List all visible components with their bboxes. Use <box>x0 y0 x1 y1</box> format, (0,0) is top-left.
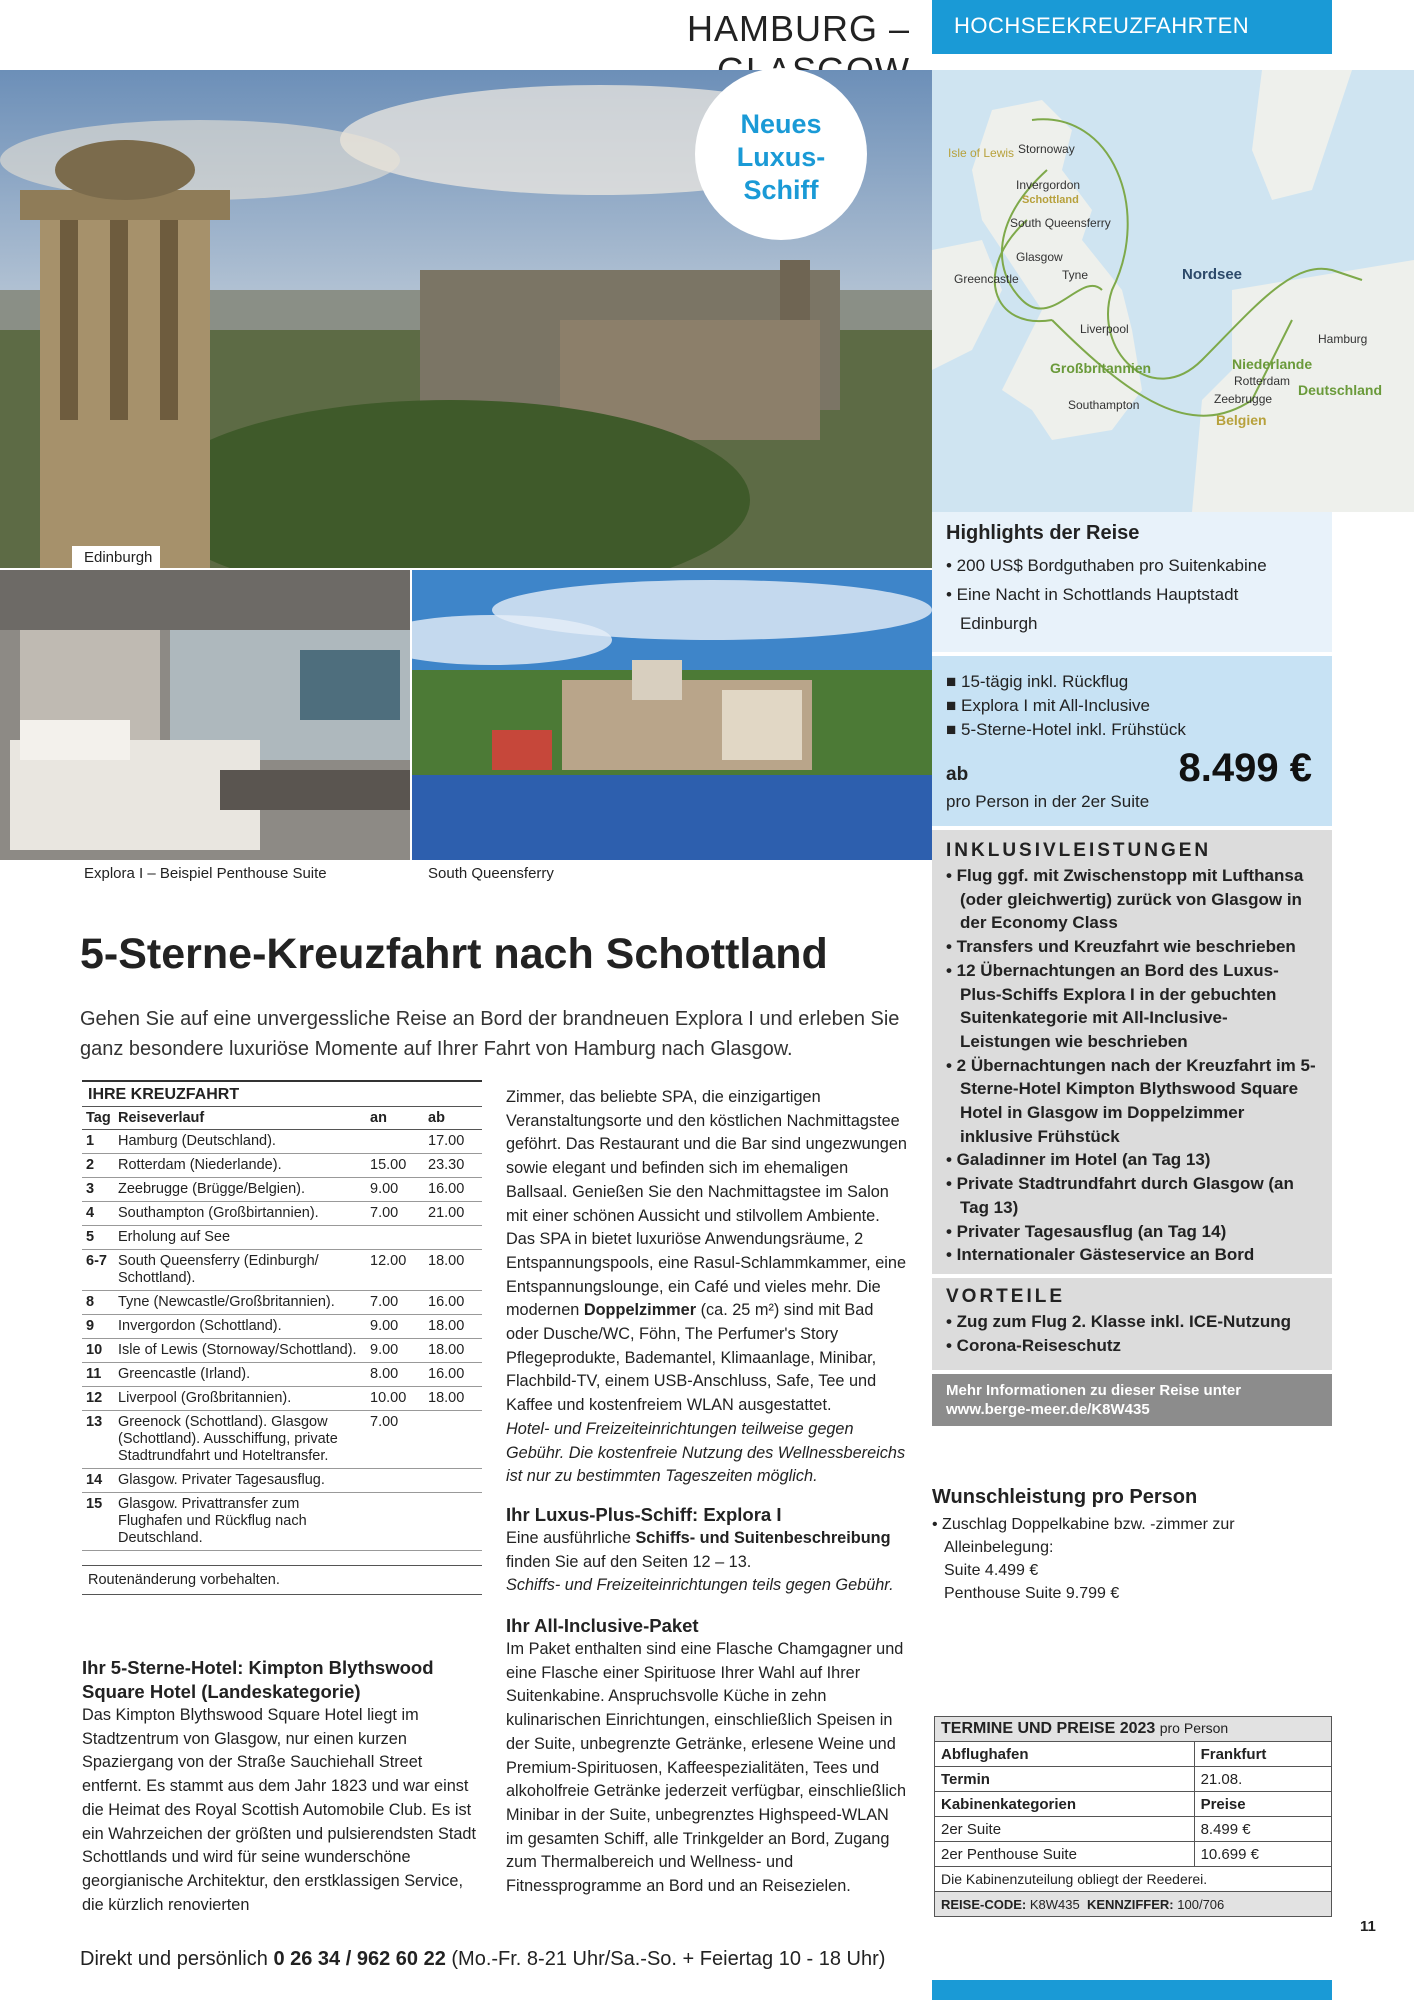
more-info-text: Mehr Informationen zu dieser Reise unter <box>946 1382 1242 1399</box>
contact-phone[interactable]: 0 26 34 / 962 60 22 <box>273 1948 446 1970</box>
table-cell: 10.699 € <box>1194 1842 1331 1867</box>
optional-services-title: Wunschleistung pro Person <box>932 1486 1198 1508</box>
suite-caption: Explora I – Beispiel Penthouse Suite <box>72 862 335 885</box>
queensferry-caption: South Queensferry <box>416 862 562 885</box>
itinerary-departure: 16.00 <box>424 1178 482 1202</box>
ship-text-b: finden Sie auf den Seiten 12 – 13. <box>506 1552 752 1571</box>
hotel-text: Das Kimpton Blythswood Square Hotel liegt im Stadtzentrum von Glasgow, nur einen kurzen Spaziergang von der Straße Sauchiehall Street entfernt. Es stammt aus dem Jahr 1823 und war einst die Heimat des Royal Scottish Automobile Club. Es ist ein Wahrzeichen der größten und pulsierendsten Stadt Schottlands und wird für seine wunderschöne georgianische Architektur, den erstklassigen Service, die kürzlich renovierten <box>82 1706 477 1914</box>
itinerary-stop: Liverpool (Großbritannien). <box>114 1387 366 1411</box>
highlights-title: Highlights der Reise <box>946 522 1140 544</box>
map-label-schottland: Schottland <box>1022 194 1079 206</box>
table-cell: Kabinenkategorien <box>935 1792 1195 1817</box>
benefit-item: • Corona-Reiseschutz <box>946 1335 1122 1355</box>
itinerary-row <box>82 1154 482 1178</box>
itinerary-arrival: 9.00 <box>366 1339 424 1363</box>
itinerary-stop: Glasgow. Privattransfer zum Flughafen und Rückflug nach Deutschland. <box>114 1493 366 1551</box>
kennziffer: 100/706 <box>1177 1896 1225 1912</box>
contact-hours: (Mo.-Fr. 8-21 Uhr/Sa.-So. + Feiertag 10 - 18 Uhr) <box>451 1948 886 1970</box>
map-label-nordsee: Nordsee <box>1182 266 1243 283</box>
map-label-hamburg: Hamburg <box>1318 332 1368 346</box>
itinerary-departure: 16.00 <box>424 1291 482 1315</box>
itinerary-row <box>82 1339 482 1363</box>
itinerary-departure <box>424 1411 482 1469</box>
itinerary-table <box>82 1106 482 1551</box>
inclusion-item: • Privater Tagesausflug (an Tag 14) <box>946 1221 1227 1241</box>
itinerary-departure <box>424 1226 482 1250</box>
itinerary-day: 4 <box>82 1202 114 1226</box>
inclusion-item: • Galadinner im Hotel (an Tag 13) <box>946 1150 1211 1170</box>
ship-text <box>506 1527 910 1574</box>
itinerary-stop: Glasgow. Privater Tagesausflug. <box>114 1469 366 1493</box>
map-label-southampton: Southampton <box>1068 398 1140 412</box>
itinerary-day: 14 <box>82 1469 114 1493</box>
itinerary-arrival: 9.00 <box>366 1315 424 1339</box>
itinerary-header: ab <box>424 1107 482 1130</box>
itinerary-stop: Tyne (Newcastle/Großbritannien). <box>114 1291 366 1315</box>
highlights-box <box>932 512 1332 652</box>
category-bar: HOCHSEEKREUZFAHRTEN <box>932 0 1332 54</box>
itinerary-arrival <box>366 1469 424 1493</box>
inclusion-item: • Internationaler Gästeservice an Bord <box>946 1245 1255 1265</box>
itinerary-arrival: 8.00 <box>366 1363 424 1387</box>
page-title: 5-Sterne-Kreuzfahrt nach Schottland <box>80 930 828 978</box>
highlight-item: • 200 US$ Bordguthaben pro Suitenkabine <box>946 556 1267 575</box>
itinerary-row <box>82 1493 482 1551</box>
table-cell: Preise <box>1194 1792 1331 1817</box>
map-label-invergordon: Invergordon <box>1016 178 1081 192</box>
itinerary-day: 1 <box>82 1130 114 1154</box>
itinerary-row <box>82 1178 482 1202</box>
itinerary-departure: 23.30 <box>424 1154 482 1178</box>
itinerary-arrival: 9.00 <box>366 1178 424 1202</box>
map-label-rotterdam: Rotterdam <box>1234 374 1291 388</box>
dates-prices-title <box>935 1717 1332 1742</box>
new-ship-badge <box>695 68 867 240</box>
badge-line-1: Neues Luxus- <box>736 109 826 172</box>
contact-footer <box>80 1948 885 1971</box>
route-title: HAMBURG – <box>686 8 910 49</box>
benefits-box <box>932 1278 1332 1370</box>
trip-codes <box>935 1892 1332 1917</box>
itinerary-departure: 18.00 <box>424 1250 482 1291</box>
price-feature: ■ 5-Sterne-Hotel inkl. Frühstück <box>946 720 1186 739</box>
table-cell: Abflughafen <box>935 1742 1195 1767</box>
itinerary-departure <box>424 1469 482 1493</box>
table-cell: 2er Penthouse Suite <box>935 1842 1195 1867</box>
edinburgh-caption: Edinburgh <box>72 546 160 569</box>
itinerary-departure: 21.00 <box>424 1202 482 1226</box>
itinerary-title: IHRE KREUZFAHRT <box>82 1080 482 1106</box>
hotel-description <box>506 1086 910 1418</box>
map-label-belgien: Belgien <box>1216 412 1267 428</box>
itinerary-departure: 16.00 <box>424 1363 482 1387</box>
itinerary-arrival: 7.00 <box>366 1202 424 1226</box>
map-label-greencastle: Greencastle <box>954 272 1019 286</box>
itinerary-day: 10 <box>82 1339 114 1363</box>
inclusion-item: • Transfers und Kreuzfahrt wie beschrieben <box>946 937 1296 957</box>
hotel-fee-note: Hotel- und Freizeiteinrichtungen teilweise gegen Gebühr. Die kostenfreie Nutzung des Wellnessbereichs ist nur zu bestimmten Tageszeiten möglich. <box>506 1419 906 1486</box>
itinerary-row <box>82 1411 482 1469</box>
intro-text: Gehen Sie auf eine unvergessliche Reise an Bord der brandneuen Explora I und erleben Sie ganz besondere luxuriöse Momente auf Ihrer Fahrt von Hamburg nach Glasgow. <box>80 1008 900 1060</box>
map-label-glasgow: Glasgow <box>1016 250 1063 264</box>
more-info-link[interactable]: www.berge-meer.de/K8W435 <box>946 1401 1150 1418</box>
optional-service-line: Penthouse Suite 9.799 € <box>944 1585 1120 1602</box>
inclusions-title: INKLUSIVLEISTUNGEN <box>946 840 1212 861</box>
inclusion-item: • Private Stadtrundfahrt durch Glasgow (an Tag 13) <box>946 1174 1294 1217</box>
queensferry-photo <box>412 570 932 860</box>
map-label-south-queensferry: South Queensferry <box>1010 216 1111 230</box>
map-label-deutschland: Deutschland <box>1298 382 1383 398</box>
itinerary <box>82 1080 482 1595</box>
bottom-accent-bar <box>932 1980 1332 2000</box>
price-value: 8.499 € <box>1178 746 1312 790</box>
itinerary-day: 9 <box>82 1315 114 1339</box>
itinerary-stop: Isle of Lewis (Stornoway/Schottland). <box>114 1339 366 1363</box>
badge-line-2: Schiff <box>743 175 819 205</box>
hotel-title: Ihr 5-Sterne-Hotel: Kimpton Blythswood Square Hotel (Landeskategorie) <box>82 1657 434 1702</box>
inclusions-box <box>932 830 1332 1274</box>
map-label-grossbritannien: Großbritannien <box>1050 360 1152 376</box>
itinerary-arrival: 12.00 <box>366 1250 424 1291</box>
itinerary-stop: Greencastle (Irland). <box>114 1363 366 1387</box>
optional-service-line: • Zuschlag Doppelkabine bzw. -zimmer zur <box>932 1516 1235 1533</box>
itinerary-arrival <box>366 1130 424 1154</box>
itinerary-header: an <box>366 1107 424 1130</box>
price-feature: ■ 15-tägig inkl. Rückflug <box>946 672 1129 691</box>
dates-prices-suffix: pro Person <box>1159 1720 1229 1736</box>
price-feature: ■ Explora I mit All-Inclusive <box>946 696 1150 715</box>
map-label-niederlande: Niederlande <box>1232 356 1313 372</box>
suite-photo <box>0 570 410 860</box>
table-cell: 8.499 € <box>1194 1817 1331 1842</box>
itinerary-stop: South Queensferry (Edinburgh/ Schottland). <box>114 1250 366 1291</box>
highlight-item: • Eine Nacht in Schottlands Hauptstadt Edinburgh <box>946 585 1239 633</box>
ship-title: Ihr Luxus-Plus-Schiff: Explora I <box>506 1503 782 1525</box>
itinerary-day: 15 <box>82 1493 114 1551</box>
ship-text-bold: Schiffs- und Suitenbeschreibung <box>635 1528 891 1547</box>
itinerary-departure: 18.00 <box>424 1339 482 1363</box>
price-note: pro Person in der 2er Suite <box>946 792 1150 811</box>
benefit-item: • Zug zum Flug 2. Klasse inkl. ICE-Nutzung <box>946 1312 1292 1331</box>
trip-code: K8W435 <box>1029 1896 1080 1912</box>
more-info-box[interactable] <box>932 1374 1332 1426</box>
map-label-zeebrugge: Zeebrugge <box>1214 392 1273 406</box>
itinerary-row <box>82 1202 482 1226</box>
table-cell: Frankfurt <box>1194 1742 1331 1767</box>
benefits-title: VORTEILE <box>946 1286 1066 1307</box>
itinerary-stop: Zeebrugge (Brügge/Belgien). <box>114 1178 366 1202</box>
itinerary-day: 5 <box>82 1226 114 1250</box>
itinerary-stop: Hamburg (Deutschland). <box>114 1130 366 1154</box>
itinerary-stop: Southampton (Großbirtannien). <box>114 1202 366 1226</box>
table-cell: 21.08. <box>1194 1767 1331 1792</box>
all-inclusive-text: Im Paket enthalten sind eine Flasche Chamgagner und eine Flasche einer Spirituose Ihrer Wahl auf Ihrer Suitenkabine. Anspruchsvolle Küche in zehn kulinarischen Einrichtungen, einschließlich Speisen in der Suite, unbegrenzte Getränke, erlesene Weine und Premium-Spirituosen, Kaffeespezialitäten, Tees und alkoholfreie Getränke jederzeit verfügbar, einschließlich Minibar in der Suite, unbegrenztes Highspeed-WLAN im gesamten Schiff, alle Trinkgelder an Bord, Zugang zum Thermalbereich und Wellness- und Fitnessprogramme an Bord und an Reisezielen. <box>506 1640 907 1896</box>
itinerary-day: 2 <box>82 1154 114 1178</box>
itinerary-row <box>82 1226 482 1250</box>
itinerary-header: Tag <box>82 1107 114 1130</box>
itinerary-stop: Invergordon (Schottland). <box>114 1315 366 1339</box>
itinerary-row <box>82 1250 482 1291</box>
itinerary-departure <box>424 1493 482 1551</box>
itinerary-arrival <box>366 1493 424 1551</box>
page-number: 11 <box>1360 1918 1376 1935</box>
optional-service-line: Suite 4.499 € <box>944 1562 1039 1579</box>
optional-services <box>932 1486 1312 1605</box>
all-inclusive-title: Ihr All-Inclusive-Paket <box>506 1615 699 1637</box>
itinerary-stop: Erholung auf See <box>114 1226 366 1250</box>
itinerary-departure: 18.00 <box>424 1315 482 1339</box>
itinerary-departure: 17.00 <box>424 1130 482 1154</box>
itinerary-row <box>82 1291 482 1315</box>
table-cell: 2er Suite <box>935 1817 1195 1842</box>
map-label-tyne: Tyne <box>1062 268 1089 282</box>
itinerary-day: 11 <box>82 1363 114 1387</box>
table-cell: Termin <box>935 1767 1195 1792</box>
description-column <box>506 1086 910 1899</box>
itinerary-row <box>82 1363 482 1387</box>
inclusion-item: • Flug ggf. mit Zwischenstopp mit Lufthansa (oder gleichwertig) zurück von Glasgow in der Economy Class <box>946 866 1304 933</box>
map-label-isle-of-lewis: Isle of Lewis <box>948 146 1015 160</box>
itinerary-row <box>82 1315 482 1339</box>
route-map <box>932 70 1414 512</box>
itinerary-day: 8 <box>82 1291 114 1315</box>
itinerary-arrival: 7.00 <box>366 1291 424 1315</box>
ship-text-a: Eine ausführliche <box>506 1528 631 1547</box>
route-change-note: Routenänderung vorbehalten. <box>82 1565 482 1595</box>
itinerary-stop: Greenock (Schottland). Glasgow (Schottland). Ausschiffung, private Stadtrundfahrt und Hoteltransfer. <box>114 1411 366 1469</box>
itinerary-arrival: 7.00 <box>366 1411 424 1469</box>
hotel-description-b: (ca. 25 m²) sind mit Bad oder Dusche/WC, Föhn, The Perfumer's Story Pflegeprodukte, Bademantel, Klimaanlage, Minibar, Flachbild-TV, einem USB-Anschluss, Safe, Tee und Kaffee und kostenfreiem WLAN ausgestattet. <box>506 1301 877 1415</box>
price-prefix: ab <box>946 764 969 785</box>
hotel-section <box>82 1656 484 1917</box>
dates-prices-table <box>934 1716 1332 1917</box>
trip-code-label: REISE-CODE: <box>941 1896 1027 1912</box>
itinerary-day: 6-7 <box>82 1250 114 1291</box>
inclusion-item: • 2 Übernachtungen nach der Kreuzfahrt im 5-Sterne-Hotel Kimpton Blythswood Square Hotel in Glasgow im Doppelzimmer inklusive Frühstück <box>946 1055 1316 1146</box>
itinerary-row <box>82 1130 482 1154</box>
optional-service-line: Alleinbelegung: <box>944 1539 1054 1556</box>
itinerary-row <box>82 1387 482 1411</box>
itinerary-arrival: 15.00 <box>366 1154 424 1178</box>
itinerary-day: 3 <box>82 1178 114 1202</box>
itinerary-departure: 18.00 <box>424 1387 482 1411</box>
itinerary-row <box>82 1469 482 1493</box>
itinerary-header: Reiseverlauf <box>114 1107 366 1130</box>
inclusion-item: • 12 Übernachtungen an Bord des Luxus-Plus-Schiffs Explora I in der gebuchten Suitenkategorie mit All-Inclusive-Leistungen wie beschrieben <box>946 960 1279 1051</box>
hotel-description-a: Zimmer, das beliebte SPA, die einzigartigen Veranstaltungsorte und den köstlichen Nachmittagstee geföhrt. Das Restaurant und die Bar sind ungezwungen sowie elegant und befinden sich im ehemaligen Ballsaal. Genießen Sie den Nachmittagstee im Salon mit einer schönen Aussicht und stilvollem Ambiente. Das SPA in bietet luxuriöse Anwendungsräume, 2 Entspannungspools, eine Rasul-Schlammkammer, eine Entspannungslounge, ein Café und vieles mehr. Die modernen <box>506 1088 907 1320</box>
itinerary-arrival <box>366 1226 424 1250</box>
price-box <box>932 656 1332 826</box>
itinerary-day: 13 <box>82 1411 114 1469</box>
itinerary-arrival: 10.00 <box>366 1387 424 1411</box>
dates-prices-heading: TERMINE UND PREISE 2023 <box>941 1720 1156 1737</box>
contact-prefix: Direkt und persönlich <box>80 1948 268 1970</box>
itinerary-day: 12 <box>82 1387 114 1411</box>
ship-fee-note: Schiffs- und Freizeiteinrichtungen teils gegen Gebühr. <box>506 1576 894 1595</box>
hotel-description-bold: Doppelzimmer <box>583 1301 697 1320</box>
itinerary-stop: Rotterdam (Niederlande). <box>114 1154 366 1178</box>
map-label-liverpool: Liverpool <box>1080 322 1129 336</box>
kennziffer-label: KENNZIFFER: <box>1086 1896 1174 1912</box>
table-note: Die Kabinenzuteilung obliegt der Reederei. <box>935 1867 1332 1892</box>
map-label-stornoway: Stornoway <box>1018 142 1075 156</box>
